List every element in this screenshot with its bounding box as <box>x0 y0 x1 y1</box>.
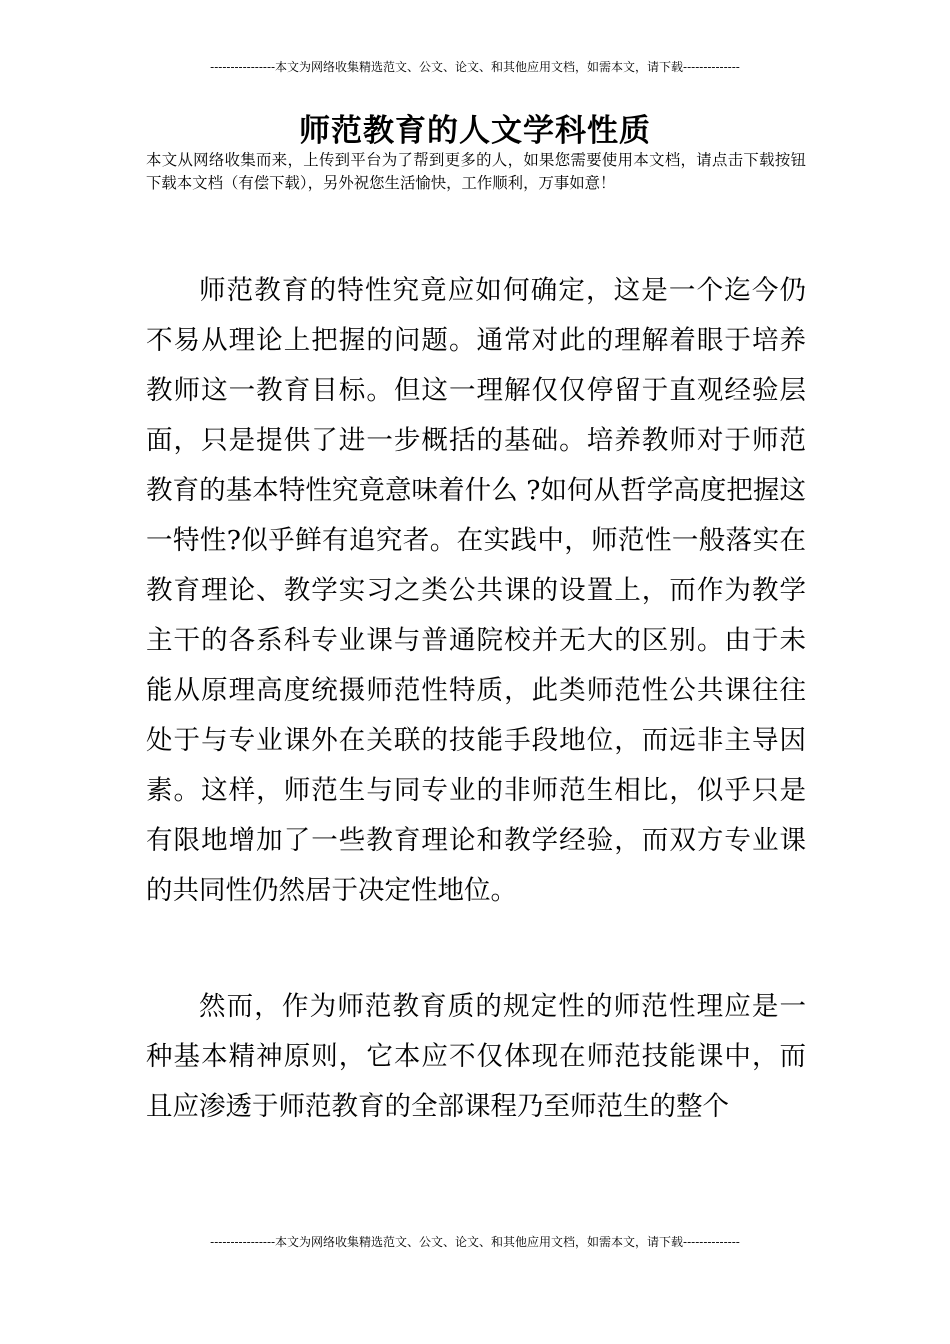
document-title: 师范教育的人文学科性质 <box>299 112 651 149</box>
intro-notice: 本文从网络收集而来，上传到平台为了帮到更多的人，如果您需要使用本文档，请点击下载按钮下载本文档（有偿下载），另外祝您生活愉快，工作顺利，万事如意！ <box>146 151 806 192</box>
footer-banner: ----------------本文为网络收集精选范文、公文、论文、和其他应用文档，如需本文，请下载-------------- <box>210 1235 740 1249</box>
header-banner: ----------------本文为网络收集精选范文、公文、论文、和其他应用文档，如需本文，请下载-------------- <box>210 60 740 74</box>
body-paragraph-2: 然而，作为师范教育质的规定性的师范性理应是一种基本精神原则，它本应不仅体现在师范技能课中，而且应渗透于师范教育的全部课程乃至师范生的整个 <box>146 991 806 1122</box>
body-paragraph-1: 师范教育的特性究竟应如何确定，这是一个迄今仍不易从理论上把握的问题。通常对此的理解着眼于培养教师这一教育目标。但这一理解仅仅停留于直观经验层面，只是提供了进一步概括的基础。培养教师对于师范教育的基本特性究竟意味着什么 ?如何从哲学高度把握这一特性?似乎鲜有追究者。在实践中，师范性一般落实在教育理论、教学实习之类公共课的设置上，而作为教学主干的各系科专业课与普通院校并无大的区别。由于未能从原理高度统摄师范性特质，此类师范性公共课往往处于与专业课外在关联的技能手段地位，而远非主导因素。这样，师范生与同专业的非师范生相比，似乎只是有限地增加了一些教育理论和教学经验，而双方专业课的共同性仍然居于决定性地位。 <box>146 275 806 906</box>
document-body <box>146 266 806 1132</box>
